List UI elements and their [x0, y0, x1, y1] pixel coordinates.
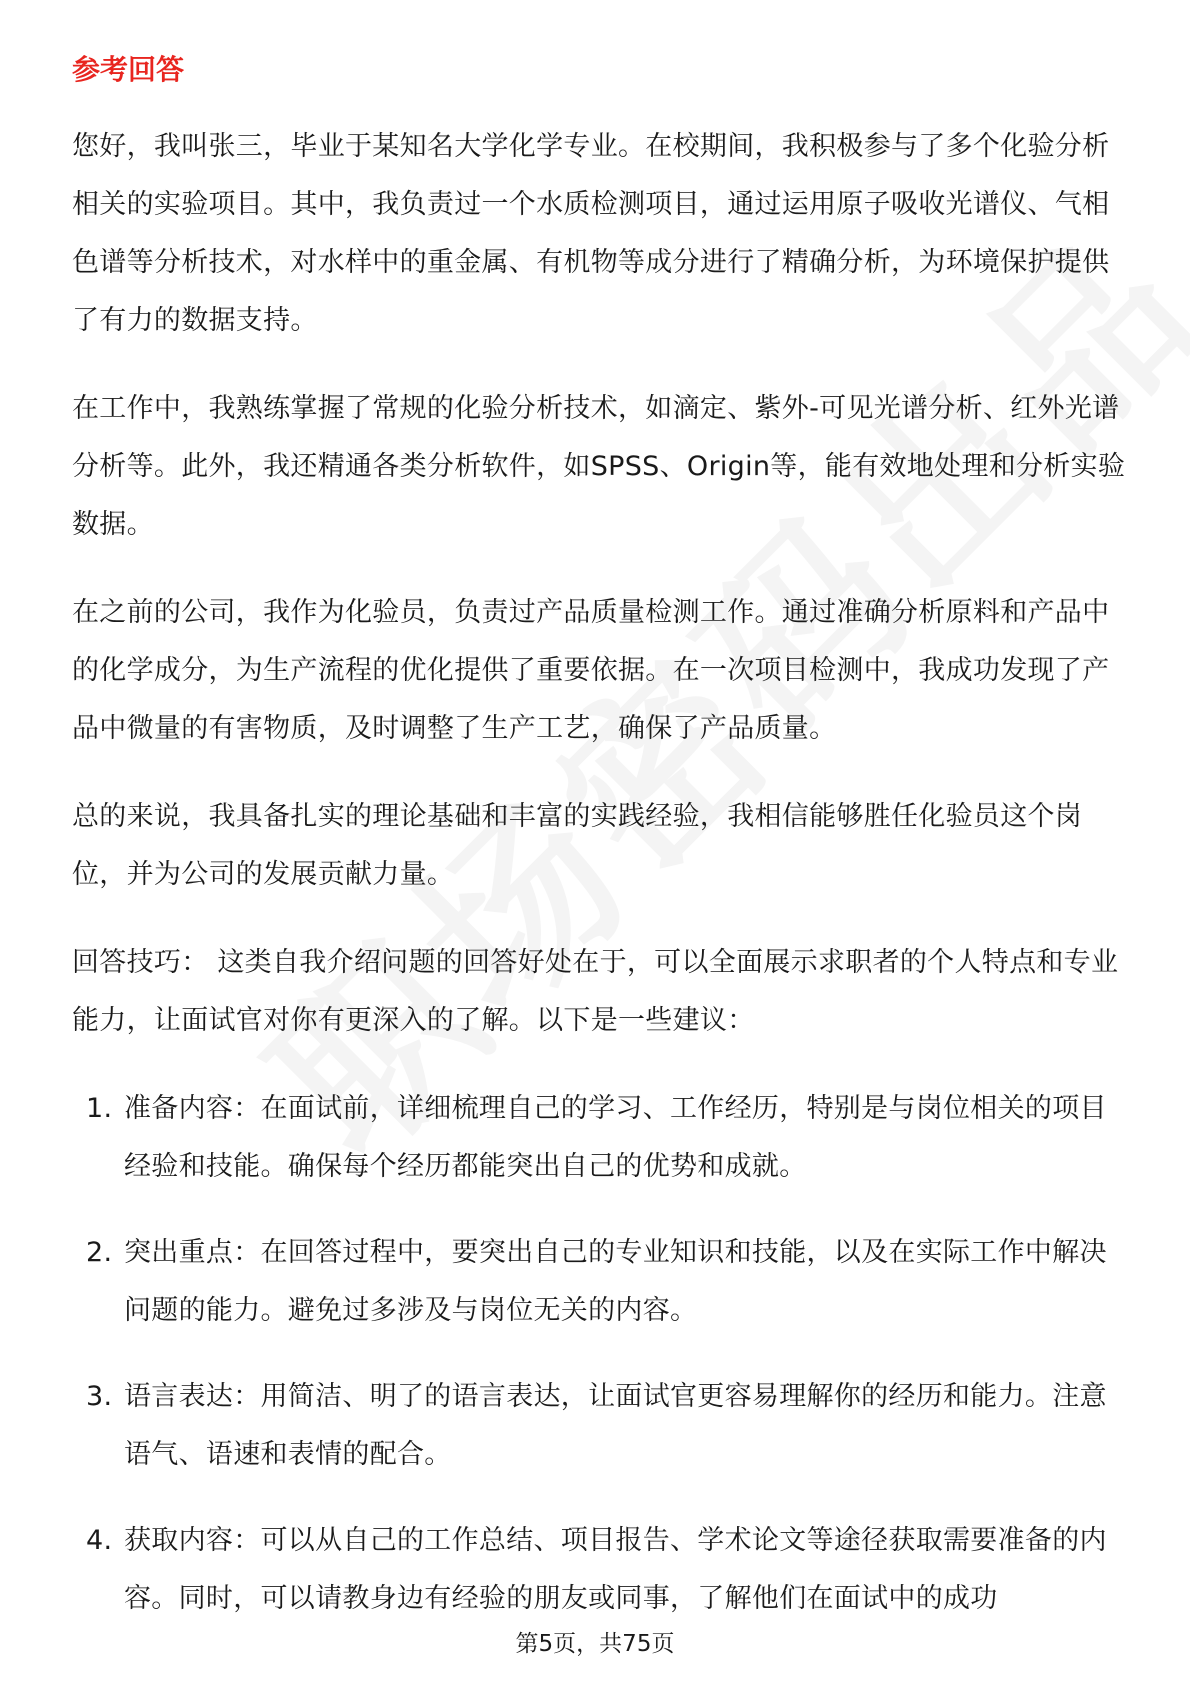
list-item-text: 突出重点：在回答过程中，要突出自己的专业知识和技能，以及在实际工作中解决问题的能力。避免过多涉及与岗位无关的内容。 — [124, 1237, 1107, 1326]
list-item-text: 准备内容：在面试前，详细梳理自己的学习、工作经历，特别是与岗位相关的项目经验和技能。确保每个经历都能突出自己的优势和成就。 — [124, 1093, 1107, 1182]
list-item-text: 获取内容：可以从自己的工作总结、项目报告、学术论文等途径获取需要准备的内容。同时，可以请教身边有经验的朋友或同事，了解他们在面试中的成功 — [124, 1525, 1107, 1614]
list-item — [72, 1368, 1132, 1484]
paragraph-intro: 您好，我叫张三，毕业于某知名大学化学专业。在校期间，我积极参与了多个化验分析相关的实验项目。其中，我负责过一个水质检测项目，通过运用原子吸收光谱仪、气相色谱等分析技术，对水样中的重金属、有机物等成分进行了精确分析，为环境保护提供了有力的数据支持。 — [72, 131, 1110, 336]
answer-content — [72, 118, 1132, 1656]
list-item-number: 1. — [86, 1093, 113, 1124]
list-item-number: 3. — [86, 1381, 113, 1412]
paragraph-experience: 在之前的公司，我作为化验员，负责过产品质量检测工作。通过准确分析原料和产品中的化学成分，为生产流程的优化提供了重要依据。在一次项目检测中，我成功发现了产品中微量的有害物质，及时调整了生产工艺，确保了产品质量。 — [72, 597, 1110, 744]
paragraph-summary: 总的来说，我具备扎实的理论基础和丰富的实践经验，我相信能够胜任化验员这个岗位，并为公司的发展贡献力量。 — [72, 801, 1083, 890]
list-item — [72, 1512, 1132, 1628]
paragraph-tips-intro: 回答技巧： 这类自我介绍问题的回答好处在于，可以全面展示求职者的个人特点和专业能力，让面试官对你有更深入的了解。以下是一些建议： — [72, 947, 1119, 1036]
paragraph-skills: 在工作中，我熟练掌握了常规的化验分析技术，如滴定、紫外-可见光谱分析、红外光谱分析等。此外，我还精通各类分析软件，如SPSS、Origin等，能有效地处理和分析实验数据。 — [72, 393, 1126, 540]
tips-list — [72, 1080, 1132, 1628]
list-item — [72, 1080, 1132, 1196]
page-footer: 第5页，共75页 — [515, 1631, 675, 1657]
section-title: 参考回答 — [72, 53, 185, 86]
list-item-number: 2. — [86, 1237, 113, 1268]
list-item-number: 4. — [86, 1525, 113, 1556]
list-item — [72, 1224, 1132, 1340]
list-item-text: 语言表达：用简洁、明了的语言表达，让面试官更容易理解你的经历和能力。注意语气、语速和表情的配合。 — [124, 1381, 1107, 1470]
